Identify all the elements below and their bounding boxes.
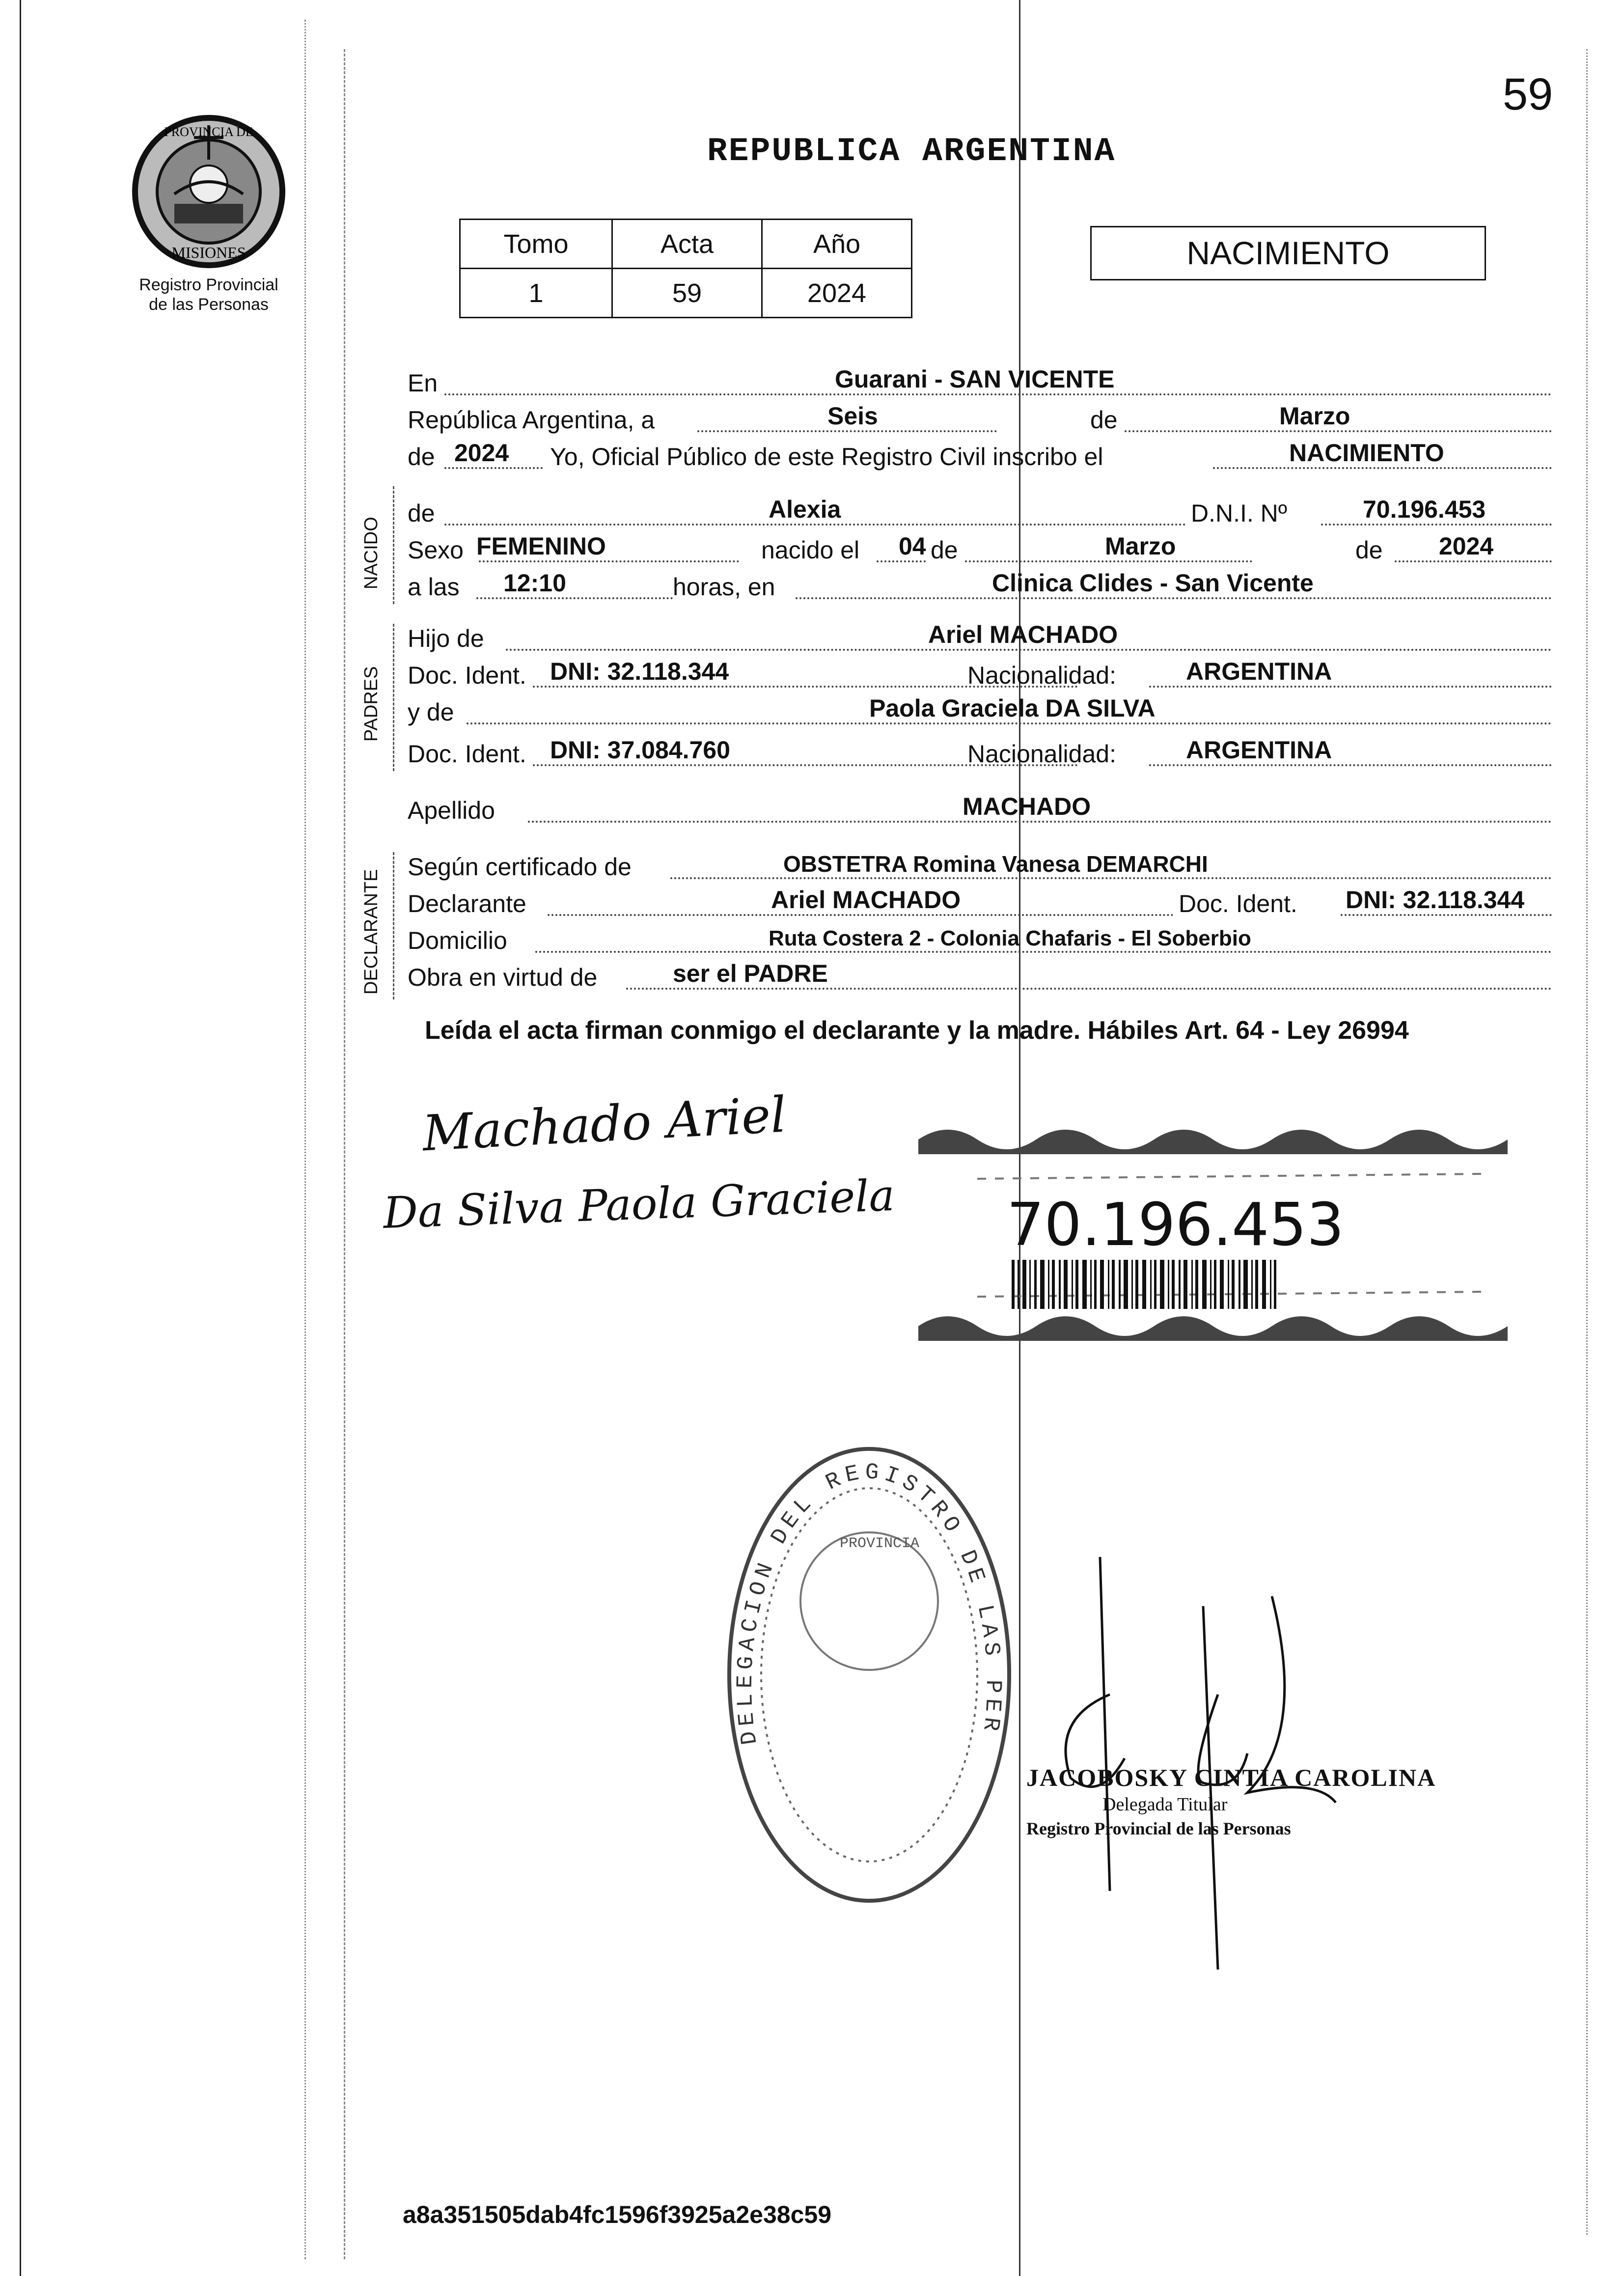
official-office: Registro Provincial de las Personas <box>1026 1819 1291 1838</box>
binding-line-2 <box>344 49 345 2259</box>
value-declarant-doc: DNI: 32.118.344 <box>1346 886 1525 914</box>
label-en: En <box>408 369 438 397</box>
svg-text:DELEGACION DEL REGISTRO DE LAS <box>717 1424 1006 1747</box>
label-de-name: de <box>408 500 435 527</box>
official-role: Delegada Titular <box>1102 1794 1228 1815</box>
value-child-name: Alexia <box>769 496 841 523</box>
page-title: REPUBLICA ARGENTINA <box>707 133 1116 170</box>
official-name: JACOBOSKY CINTIA CAROLINA <box>1026 1764 1436 1791</box>
register-header-acta: Acta <box>612 220 762 269</box>
label-domicilio: Domicilio <box>408 927 507 954</box>
row-date <box>408 400 1552 437</box>
register-value-anio: 2024 <box>762 269 912 318</box>
row-sex-birth <box>408 530 1552 567</box>
label-y-de: y de <box>408 698 454 726</box>
value-hour: 12:10 <box>503 569 566 597</box>
section-nacido: NACIDO <box>361 517 382 589</box>
value-inscribo: NACIMIENTO <box>1289 439 1444 467</box>
label-horas-en: horas, en <box>673 573 775 601</box>
emblem-bottom-text: MISIONES <box>171 244 246 261</box>
value-father-name: Ariel MACHADO <box>928 621 1118 648</box>
declarante-bracket <box>393 852 394 999</box>
section-padres: PADRES <box>361 666 382 742</box>
label-mother-doc: Doc. Ident. <box>408 740 526 768</box>
nacido-bracket <box>393 486 394 604</box>
register-table <box>459 219 912 318</box>
row-inscription <box>408 437 1552 474</box>
father-signature: Machado Ariel <box>421 1085 788 1163</box>
value-day: Seis <box>827 402 878 430</box>
value-mother-nationality: ARGENTINA <box>1186 736 1332 764</box>
stamp-inner-text: PROVINCIA <box>840 1535 920 1552</box>
label-father-nationality: Nacionalidad: <box>967 662 1116 689</box>
sticker-number: 70.196.453 <box>1007 1191 1345 1259</box>
value-birth-month: Marzo <box>1105 532 1176 560</box>
value-father-nationality: ARGENTINA <box>1186 658 1332 685</box>
stamp-ring-text: DELEGACION DEL REGISTRO DE LAS PER <box>732 1459 1006 1747</box>
value-sexo: FEMENINO <box>476 532 606 560</box>
row-place <box>408 363 1552 400</box>
padres-bracket <box>393 624 394 771</box>
right-margin-line <box>1586 49 1588 2235</box>
value-mother-doc: DNI: 37.084.760 <box>550 736 730 764</box>
value-declarant-name: Ariel MACHADO <box>771 886 961 914</box>
label-yo: Yo, Oficial Público de este Registro Civil inscribo el <box>550 443 1103 471</box>
left-margin-line <box>20 0 21 2276</box>
value-capacity: ser el PADRE <box>673 960 828 987</box>
official-block <box>1026 1763 1436 1839</box>
sticker-wave-pattern-icon <box>918 1120 1517 1365</box>
province-logo <box>106 111 312 314</box>
register-header-tomo: Tomo <box>460 220 612 269</box>
mother-signature: Da Silva Paola Graciela <box>382 1169 896 1239</box>
logo-caption-line1: Registro Provincial <box>139 276 278 294</box>
row-capacity <box>408 958 1552 995</box>
label-apellido: Apellido <box>408 797 495 824</box>
province-emblem-icon <box>128 111 290 273</box>
row-time-place <box>408 567 1552 604</box>
value-place: Guarani - SAN VICENTE <box>835 365 1115 393</box>
label-a-las: a las <box>408 573 460 601</box>
row-surname <box>408 791 1552 828</box>
label-certificado: Según certificado de <box>408 853 632 881</box>
value-surname: MACHADO <box>963 793 1091 820</box>
row-address <box>408 921 1552 958</box>
register-header-anio: Año <box>762 220 912 269</box>
row-mother-doc <box>408 734 1552 771</box>
register-table-value-row <box>460 269 912 318</box>
value-birth-day: 04 <box>899 532 926 560</box>
id-sticker <box>918 1120 1517 1365</box>
row-father <box>408 619 1552 656</box>
value-birth-place: Clinica Clides - San Vicente <box>992 569 1314 597</box>
label-de-bmonth: de <box>931 536 958 564</box>
document-hash: a8a351505dab4fc1596f3925a2e38c59 <box>403 2201 831 2228</box>
register-value-acta: 59 <box>612 269 762 318</box>
register-table-header-row <box>460 220 912 269</box>
section-declarante: DECLARANTE <box>361 869 382 995</box>
registry-seal-icon <box>717 1424 1021 1925</box>
page-number: 59 <box>1503 69 1553 119</box>
label-mother-nationality: Nacionalidad: <box>967 740 1116 768</box>
label-de-year: de <box>408 443 435 471</box>
label-declarant-doc: Doc. Ident. <box>1179 890 1297 917</box>
value-child-dni: 70.196.453 <box>1363 496 1486 523</box>
official-stamp <box>717 1424 1021 1925</box>
row-declarant <box>408 884 1552 921</box>
value-address: Ruta Costera 2 - Colonia Chafaris - El Soberbio <box>769 926 1251 950</box>
label-dni: D.N.I. Nº <box>1191 500 1288 527</box>
register-value-tomo: 1 <box>460 269 612 318</box>
closing-note: Leída el acta firman conmigo el declarante y la madre. Hábiles Art. 64 - Ley 26994 <box>425 1016 1409 1045</box>
barcode-icon <box>1012 1260 1276 1309</box>
row-certificate <box>408 847 1552 884</box>
emblem-top-text: PROVINCIA DE <box>164 125 253 139</box>
label-declarante: Declarante <box>408 890 526 917</box>
label-sexo: Sexo <box>408 536 464 564</box>
label-republica: República Argentina, a <box>408 406 655 434</box>
label-nacido-el: nacido el <box>761 536 860 564</box>
value-father-doc: DNI: 32.118.344 <box>550 658 729 685</box>
binding-line-1 <box>304 20 306 2259</box>
value-year: 2024 <box>454 439 509 467</box>
label-de-month: de <box>1090 406 1118 434</box>
label-obra: Obra en virtud de <box>408 964 598 991</box>
label-father-doc: Doc. Ident. <box>408 662 526 689</box>
value-mother-name: Paola Graciela DA SILVA <box>869 694 1156 722</box>
row-name <box>408 494 1552 530</box>
value-birth-year: 2024 <box>1439 532 1494 560</box>
value-month: Marzo <box>1279 402 1350 430</box>
row-father-doc <box>408 656 1552 693</box>
label-hijo-de: Hijo de <box>408 625 484 652</box>
document-type-box: NACIMIENTO <box>1090 226 1486 280</box>
row-mother <box>408 693 1552 729</box>
label-de-byear: de <box>1355 536 1383 564</box>
value-certificate: OBSTETRA Romina Vanesa DEMARCHI <box>783 851 1208 877</box>
logo-caption-line2: de las Personas <box>149 295 269 314</box>
